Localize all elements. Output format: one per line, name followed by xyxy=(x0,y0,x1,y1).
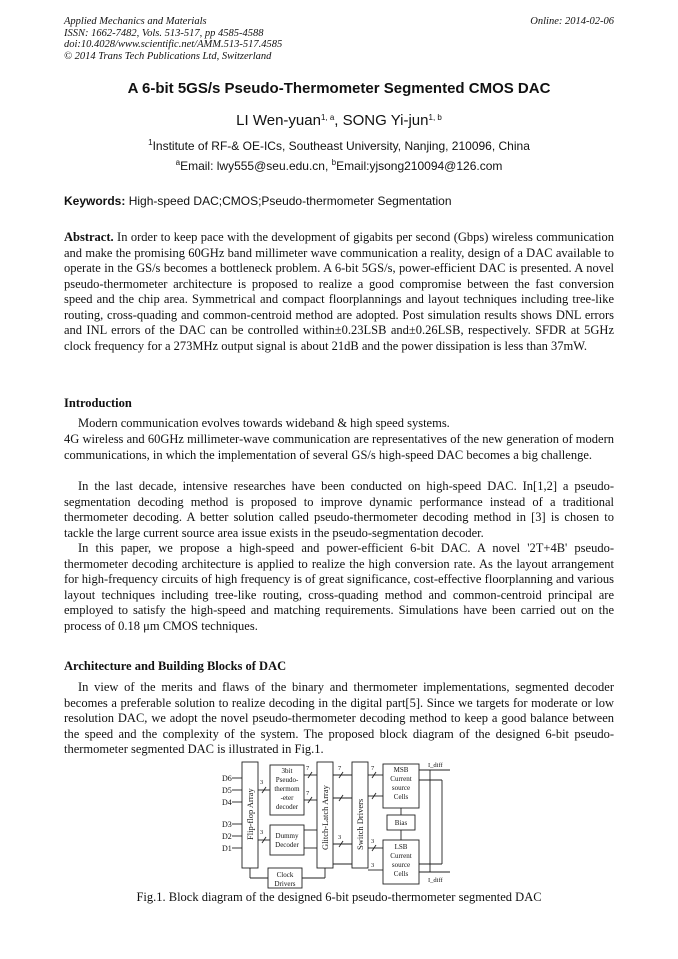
output-label-1: I_diff xyxy=(428,762,443,769)
authors xyxy=(0,112,678,129)
pseudo-dec-l5: decoder xyxy=(275,803,299,811)
lsb-l1: LSB xyxy=(394,843,408,851)
msb-l4: Cells xyxy=(393,793,409,801)
affiliation-text: Institute of RF-& OE-ICs, Southeast University, Nanjing, 210096, China xyxy=(152,139,530,153)
input-d4: D4 xyxy=(222,798,232,807)
input-d1: D1 xyxy=(222,844,232,853)
input-d5: D5 xyxy=(222,786,232,795)
arch-heading: Architecture and Building Blocks of DAC xyxy=(64,659,287,673)
affiliation-sup: 1 xyxy=(148,138,153,147)
lsb-l4: Cells xyxy=(393,870,409,878)
keywords-text: High-speed DAC;CMOS;Pseudo-thermometer Segmentation xyxy=(125,194,452,208)
author-1-sup: 1, a xyxy=(320,113,335,122)
clock-l2: Drivers xyxy=(274,880,296,888)
bus-label-5: 7 xyxy=(371,765,375,772)
output-label-2: I_diff xyxy=(428,877,443,884)
issn-line: ISSN: 1662-7482, Vols. 513-517, pp 4585-4588 xyxy=(64,27,264,39)
bus-label-4: 7 xyxy=(338,765,342,772)
msb-l1: MSB xyxy=(393,766,409,774)
intro-p3: In the last decade, intensive researches have been conducted on high-speed DAC. In[1,2] a pseudo-segmentation decoding method is proposed to improve dynamic performance instead of a traditional thermometer decoding. A better solution called pseudo-thermometer decoding method in [3] is chosen to tackle the large current source area issue exists in the pseudo-segmentation decoder. xyxy=(64,479,614,540)
author-2-sup: 1, b xyxy=(428,113,442,122)
figure-caption: Fig.1. Block diagram of the designed 6-bit pseudo-thermometer segmented DAC xyxy=(136,890,542,904)
pseudo-dec-l3: thermom xyxy=(274,785,300,793)
author-separator: , xyxy=(334,112,343,129)
bus-label-3: 7 xyxy=(306,790,310,797)
input-d6: D6 xyxy=(222,774,232,783)
abstract xyxy=(64,230,614,354)
emails xyxy=(0,159,678,173)
bias-label: Bias xyxy=(394,819,408,827)
keywords-label: Keywords: xyxy=(64,194,126,208)
dummy-dec-l1: Dummy xyxy=(275,832,299,840)
intro-p1: Modern communication evolves towards wideband & high speed systems. xyxy=(78,416,450,430)
bus-label-9: 3 xyxy=(371,862,375,869)
block-diagram xyxy=(220,760,470,890)
online-date: Online: 2014-02-06 xyxy=(530,16,614,27)
intro-p4: In this paper, we propose a high-speed and power-efficient 6-bit DAC. A novel '2T+4B' pseudo-thermometer decoding architecture is applied to realize the high conversion rate. As the layout arrangement for high-frequency circuits of high frequency is of great significance, cost-effective floorplanning and various layout techniques including tree-like routing, cross-quading method and common-centroid principal are employed to satisfy the high-speed and matching requirements. Simulations have been carried out on the process of 0.18 μm CMOS techniques. xyxy=(64,541,614,633)
email-b-sup: b xyxy=(331,158,337,167)
journal-header xyxy=(64,16,282,62)
flipflop-label: Flip-flop Array xyxy=(245,788,255,840)
intro-p2: 4G wireless and 60GHz millimeter-wave communication are representatives of the new generation of modern communications, in which the implementation of several GS/s high-speed DAC becomes a big challenge. xyxy=(64,432,614,462)
msb-l3: source xyxy=(391,784,411,792)
author-2: SONG Yi-jun xyxy=(342,112,429,129)
lsb-l3: source xyxy=(391,861,411,869)
author-1: LI Wen-yuan xyxy=(236,112,321,129)
doi-line: doi:10.4028/www.scientific.net/AMM.513-517.4585 xyxy=(64,39,283,50)
bus-label-1: 3 xyxy=(260,779,264,786)
intro-heading: Introduction xyxy=(64,396,132,410)
keywords xyxy=(64,194,452,208)
bus-label-6: 3 xyxy=(260,829,264,836)
msb-l2: Current xyxy=(390,775,412,783)
bus-label-7: 3 xyxy=(338,834,342,841)
dummy-decoder-box xyxy=(270,825,304,855)
email-a: Email: lwy555@seu.edu.cn, xyxy=(180,159,332,173)
dummy-dec-l2: Decoder xyxy=(275,841,299,849)
glitch-latch-label: Glitch-Latch Array xyxy=(320,785,330,850)
abstract-text: In order to keep pace with the development of gigabits per second (Gbps) wireless communication and make the promising 60GHz band millimeter wave communication a reality, design of a DAC available to operate in the GS/s becomes a bottleneck problem. A 6-bit 5GS/s, power-efficient DAC is presented. A novel pseudo-thermometer architecture is proposed to realize a good compromise between the fast conversion speed and the chip area. Symmetrical and compact floorplannings and layout techniques including tree-like routing, cross-quading and common-centroid method are adopted. Post simulation results shows DNL errors and INL errors of the DAC can be controlled within±0.23LSB and±0.26LSB, respectively. SFDR at 5GHz clock frequency for a 273MHz output signal is about 21dB and the power dissipation is less than 37mW. xyxy=(64,230,614,353)
affiliation xyxy=(0,139,678,153)
pseudo-dec-l4: -eter xyxy=(280,794,294,802)
bus-label-8: 3 xyxy=(371,838,375,845)
input-d2: D2 xyxy=(222,832,232,841)
clock-l1: Clock xyxy=(276,871,294,879)
pseudo-dec-l2: Pseudo- xyxy=(275,776,299,784)
abstract-label: Abstract. xyxy=(64,230,114,244)
arch-p1: In view of the merits and flaws of the binary and thermometer implementations, segmented decoder becomes a preferable solution to realize decoding in the digital part[5]. Since we targets for moderate or low resolution DAC, we adopt the novel pseudo-thermometer decoding method to keep a good balance between the speed and the complexity of the system. The proposed block diagram of the designed 6-bit pseudo-thermometer segmented DAC is illustrated in Fig.1. xyxy=(64,680,614,756)
email-b: Email:yjsong210094@126.com xyxy=(336,159,503,173)
lsb-l2: Current xyxy=(390,852,412,860)
switch-drivers-label: Switch Drivers xyxy=(355,798,365,850)
paper-title: A 6-bit 5GS/s Pseudo-Thermometer Segmented CMOS DAC xyxy=(127,80,551,97)
input-d3: D3 xyxy=(222,820,232,829)
copyright-line: © 2014 Trans Tech Publications Ltd, Switzerland xyxy=(64,50,272,62)
pseudo-dec-l1: 3bit xyxy=(281,767,293,775)
email-a-sup: a xyxy=(175,158,181,167)
journal-name: Applied Mechanics and Materials xyxy=(64,16,207,27)
bus-label-2: 7 xyxy=(306,765,310,772)
